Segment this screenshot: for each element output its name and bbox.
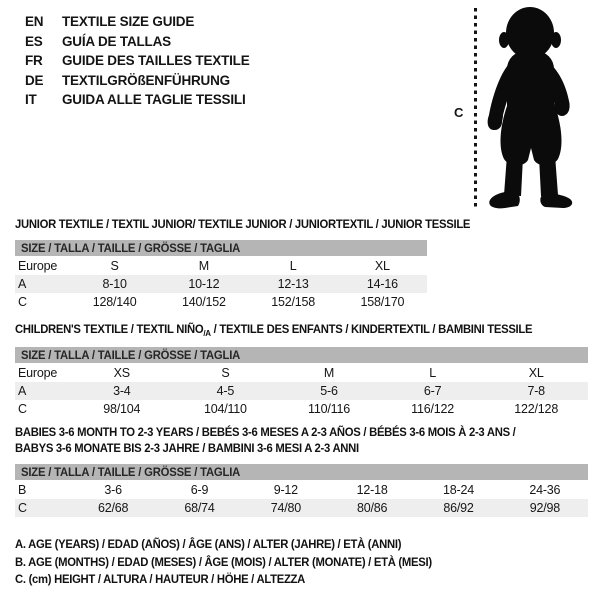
babies-table-title [15,424,547,456]
size-value-cell: L [289,259,297,273]
lang-code: FR [25,53,43,69]
table-row [15,481,588,499]
lang-text: GUIDA ALLE TAGLIE TESSILI [62,92,246,108]
size-value-cell: 116/122 [411,402,455,416]
size-value-cell: 140/152 [181,295,226,309]
junior-table-title [15,217,499,231]
lang-row-it [25,90,250,110]
size-value-cell: 5-6 [320,384,338,398]
row-label: C [18,501,27,515]
size-value-cell: 68/74 [184,501,215,515]
size-header-text: SIZE / TALLA / TAILLE / GRÖSSE / TAGLIA [21,465,241,479]
babies-table-title-line1: BABIES 3-6 MONTH TO 2-3 YEARS / BEBÉS 3-6 MESES A 2-3 AÑOS / BÉBÉS 3-6 MOIS À 2-3 ANS / [15,425,516,439]
size-header-band [15,240,427,256]
size-value-cell: M [198,259,209,273]
lang-code: DE [25,72,44,88]
legend-line-c [15,571,458,589]
toddler-silhouette-image [482,5,580,211]
children-size-table [15,347,588,418]
lang-row-de [25,71,250,91]
size-header-text: SIZE / TALLA / TAILLE / GRÖSSE / TAGLIA [21,348,241,362]
size-value-cell: XL [374,259,390,273]
children-title-suffix: / TEXTILE DES ENFANTS / KINDERTEXTIL / BAMBINI TESSILE [210,322,533,336]
row-label: Europe [18,366,58,380]
lang-code: IT [25,92,37,108]
size-value-cell: 98/104 [103,402,141,416]
children-table-title [15,322,565,338]
size-value-cell: 18-24 [443,483,474,497]
size-value-cell: XL [528,366,544,380]
size-value-cell: 14-16 [366,277,398,291]
legend-line-c-text: C. (cm) HEIGHT / ALTURA / HAUTEUR / HÖHE / ALTEZZA [15,572,306,586]
size-value-cell: 8-10 [102,277,127,291]
lang-text: TEXTILGRÖßENFÜHRUNG [62,72,230,88]
size-value-cell: 12-18 [356,483,388,497]
babies-table-title-line2: BABYS 3-6 MONATE BIS 2-3 JAHRE / BAMBINI 3-6 MESI A 2-3 ANNI [15,441,359,455]
lang-text: TEXTILE SIZE GUIDE [62,14,195,30]
lang-row-es [25,32,250,52]
junior-size-table [15,240,427,311]
size-value-cell: 6-9 [190,483,209,497]
height-measure-dashed-line [474,8,477,210]
size-value-cell: XS [113,366,130,380]
row-label: Europe [18,259,58,273]
row-label: A [18,277,27,291]
size-header-band [15,464,588,480]
size-value-cell: 158/170 [360,295,405,309]
table-row [15,400,588,418]
size-value-cell: 12-13 [277,277,309,291]
legend-line-a-text: A. AGE (YEARS) / EDAD (AÑOS) / ÂGE (ANS) / ALTER (JAHRE) / ETÀ (ANNI) [15,537,402,551]
size-value-cell: 74/80 [270,501,301,515]
row-label: B [18,483,27,497]
lang-text: GUIDE DES TAILLES TEXTILE [62,53,250,69]
size-value-cell: 9-12 [273,483,298,497]
lang-text: GUÍA DE TALLAS [62,33,171,49]
babies-size-table [15,464,588,517]
legend-line-b [15,554,458,572]
children-table-title-text [15,322,532,338]
size-value-cell: 7-8 [527,384,545,398]
size-value-cell: 6-7 [423,384,442,398]
legend-line-b-text: B. AGE (MONTHS) / EDAD (MESES) / ÂGE (MOIS) / ALTER (MONATE) / ETÀ (MESI) [15,554,432,569]
size-value-cell: 86/92 [443,501,474,515]
size-header-text: SIZE / TALLA / TAILLE / GRÖSSE / TAGLIA [21,241,241,255]
table-row [15,364,588,382]
size-value-cell: 110/116 [308,402,350,416]
size-value-cell: S [221,366,230,380]
size-value-cell: 92/98 [529,501,560,515]
size-value-cell: 3-6 [104,483,122,497]
row-label: A [18,384,27,398]
size-value-cell: 128/140 [92,295,137,309]
measure-legend [15,536,458,589]
lang-code: EN [25,14,44,30]
size-value-cell: 24-36 [529,483,561,497]
children-title-subscript: /A [203,328,211,338]
table-row [15,275,427,293]
children-title-prefix: CHILDREN'S TEXTILE / TEXTIL NIÑO [15,322,204,336]
size-value-cell: L [429,366,436,380]
table-row [15,499,588,517]
size-value-cell: 3-4 [113,384,131,398]
size-value-cell: 62/68 [98,501,129,515]
size-value-cell: 104/110 [203,402,247,416]
language-guide-list [25,12,250,110]
size-value-cell: 152/158 [271,295,316,309]
size-header-band [15,347,588,363]
row-label: C [18,295,27,309]
size-value-cell: M [323,366,335,380]
size-value-cell: 80/86 [357,501,388,515]
row-label: C [18,402,27,416]
size-value-cell: 122/128 [514,402,559,416]
junior-table-title-text: JUNIOR TEXTILE / TEXTIL JUNIOR/ TEXTILE JUNIOR / JUNIORTEXTIL / JUNIOR TESSILE [15,217,471,231]
size-value-cell: 4-5 [216,384,235,398]
lang-row-en [25,12,250,32]
table-row [15,293,427,311]
legend-line-a [15,536,458,554]
size-value-cell: S [110,259,119,273]
lang-row-fr [25,51,250,71]
size-value-cell: 10-12 [188,277,220,291]
lang-code: ES [25,33,43,49]
height-measure-label: C [454,105,464,120]
table-row [15,382,588,400]
table-row [15,257,427,275]
